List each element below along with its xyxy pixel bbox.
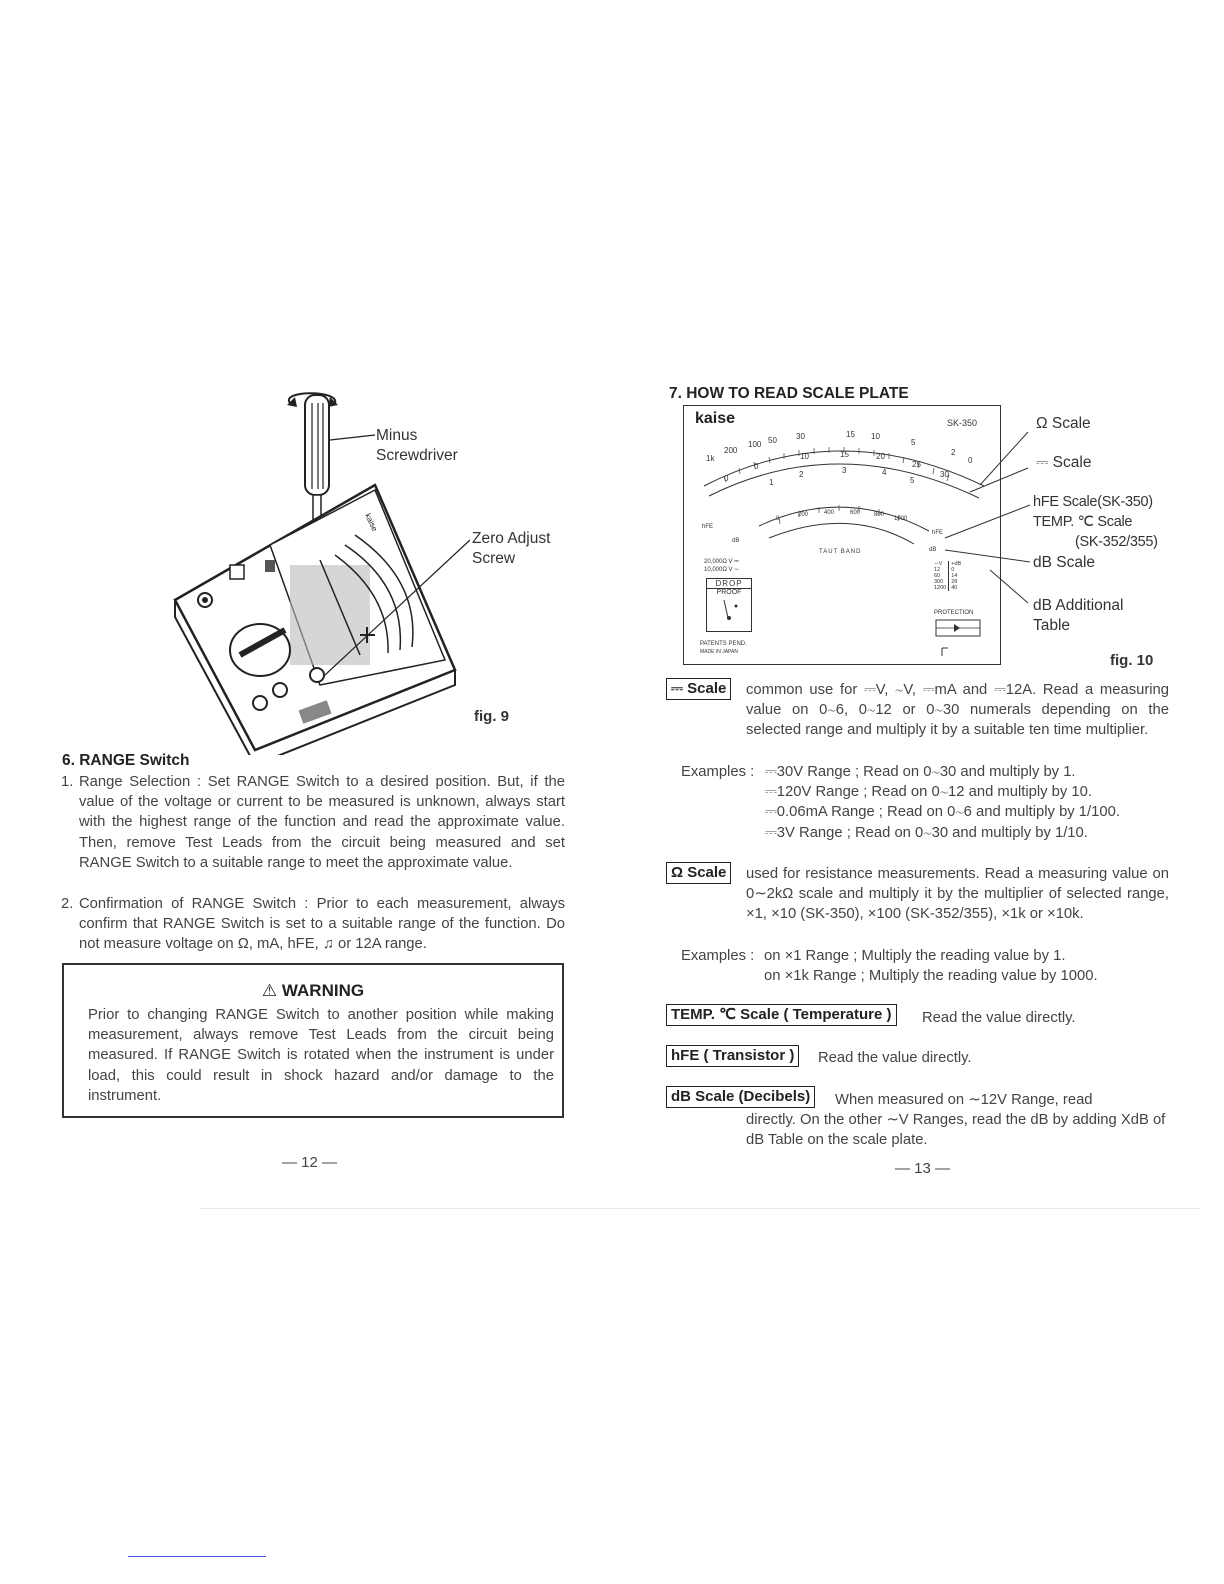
scan-edge-line (200, 1208, 1200, 1209)
example-line: ⎓3V Range ; Read on 0∼30 and multiply by 1/10. (765, 824, 1088, 841)
callout-hfe-scale: hFE Scale(SK-350) TEMP. ℃ Scale (SK-352/355) (1033, 494, 1158, 550)
db-scale-text-1: When measured on ∼12V Range, read (835, 1092, 1093, 1108)
warning-text: Prior to changing RANGE Switch to another position while making measurement, always remove Test Leads from the circuit being measured. If RANGE Switch is rotated when the instrument is under load, this could result in shock hazard and/or damage to the instrument. (88, 1007, 554, 1104)
sensitivity-labels: 20,000Ω V ⎓ 10,000Ω V ∼ (704, 559, 740, 573)
fig10-callout-lines (920, 420, 1040, 660)
ohm-scale-label: Ω Scale (666, 862, 731, 884)
dcac-scale-label: ⎓ Scale (666, 678, 731, 700)
callout-db-table: dB Additional Table (1033, 597, 1124, 634)
hfe-scale-label: hFE ( Transistor ) (666, 1045, 799, 1067)
db-scale-text-2: directly. On the other ∼V Ranges, read the dB by adding XdB of dB Table on the scale plate. (746, 1112, 1166, 1149)
db-table: ∼V +dB 12 0 60 14 300 28 1200 40 (934, 561, 962, 591)
ohm-scale-text: used for resistance measurements. Read a measuring value on 0∼2kΩ scale and multiply it by the multiplier of selected range, ×1, ×10 (SK-350), ×100 (SK-352/355), ×1k or ×10k. (746, 866, 1169, 923)
example-line: ⎓0.06mA Range ; Read on 0∼6 and multiply by 1/100. (765, 804, 1120, 821)
db-scale-label: dB Scale (Decibels) (666, 1086, 815, 1108)
hfe-scale-text: Read the value directly. (818, 1050, 972, 1066)
dcac-examples-label: Examples : (681, 764, 755, 780)
section-title-range-switch: 6. RANGE Switch (62, 752, 190, 769)
example-line: on ×1k Range ; Multiply the reading value by 1000. (764, 968, 1098, 985)
hfe-label: hFE (702, 524, 714, 530)
scale-plate: kaise SK-350 1k 200 100 50 30 15 10 5 2 0 0 1 2 3 4 5 0 10 15 20 25 30 0 200 400 600 800 1000 hFE hFE dB dB TAUT BAND 20,000Ω V ⎓ 10,000Ω V ∼ DROP PROOF PATENTS PEND. MADE IN JAPAN ∼V +dB 12 0 60 14 300 28 1200 40 PROTECTION (683, 405, 1001, 665)
example-line: ⎓30V Range ; Read on 0∼30 and multiply by 1. (765, 764, 1076, 780)
plate-brand: kaise (695, 410, 736, 427)
item-text: Range Selection : Set RANGE Switch to a desired position. But, if the value of the voltage or current to be measured is unknown, always start with the highest range of the function and read the approximate value. Then, remove Test Leads from the circuit being measured and set RANGE Switch to a suitable range to meet the approximate value. (79, 774, 565, 871)
db-label-right: dB (929, 547, 937, 553)
range-item-1 (61, 772, 565, 873)
patents-label: PATENTS PEND. MADE IN JAPAN (700, 641, 747, 655)
item-number: 2. (61, 896, 74, 912)
ohm-examples-label: Examples : (681, 948, 755, 964)
callout-ohm-scale: Ω Scale (1036, 415, 1091, 432)
hfe-label-right: hFE (932, 530, 944, 536)
fig9-brand: kaise (363, 512, 380, 533)
taut-band-label: TAUT BAND (819, 549, 862, 555)
ohm-examples (764, 946, 1164, 986)
page-number-13: — 13 — (895, 1160, 951, 1177)
example-line: ⎓120V Range ; Read on 0∼12 and multiply by 10. (765, 784, 1092, 801)
temp-scale-text: Read the value directly. (922, 1010, 1076, 1026)
callout-dcac-scale: ⎓ Scale (1036, 454, 1092, 471)
drop-proof-badge: DROP PROOF (706, 578, 752, 632)
protection-label: PROTECTION (934, 610, 974, 616)
db-label: dB (732, 538, 740, 544)
callout-zero-adjust: Zero Adjust Screw (472, 530, 551, 567)
warning-triangle-icon: ⚠ (261, 981, 278, 1000)
plate-model: SK-350 (947, 418, 978, 428)
bottom-link-line (128, 1556, 266, 1557)
temp-scale-label: TEMP. ℃ Scale ( Temperature ) (666, 1004, 897, 1026)
dcac-scale-text: common use for ⎓V, ∼V, ⎓mA and ⎓12A. Read a measuring value on 0∼6, 0∼12 or 0∼30 numerals depending on the selected range and multiply it by a suitable ten time multiplier. (746, 682, 1169, 739)
dcac-examples (765, 762, 1165, 843)
page-number-12: — 12 — (282, 1154, 338, 1171)
warning-box (62, 963, 564, 1118)
callout-db-scale: dB Scale (1033, 554, 1096, 571)
item-number: 1. (61, 774, 74, 790)
callout-minus-screwdriver: Minus Screwdriver (376, 427, 458, 464)
fig10-caption: fig. 10 (1110, 652, 1154, 669)
warning-title: ⚠ WARNING (261, 981, 365, 1000)
item-text: Confirmation of RANGE Switch : Prior to each measurement, always confirm that RANGE Switch is set to a suitable range of the function. Do not measure voltage on Ω, mA, hFE, ♫ or 12A range. (79, 896, 565, 953)
range-item-2 (61, 894, 565, 955)
example-line: on ×1 Range ; Multiply the reading value by 1. (764, 948, 1066, 964)
drop-icon (714, 596, 744, 622)
fig9-caption: fig. 9 (474, 708, 510, 725)
section-title-scale-plate: 7. HOW TO READ SCALE PLATE (669, 385, 909, 402)
